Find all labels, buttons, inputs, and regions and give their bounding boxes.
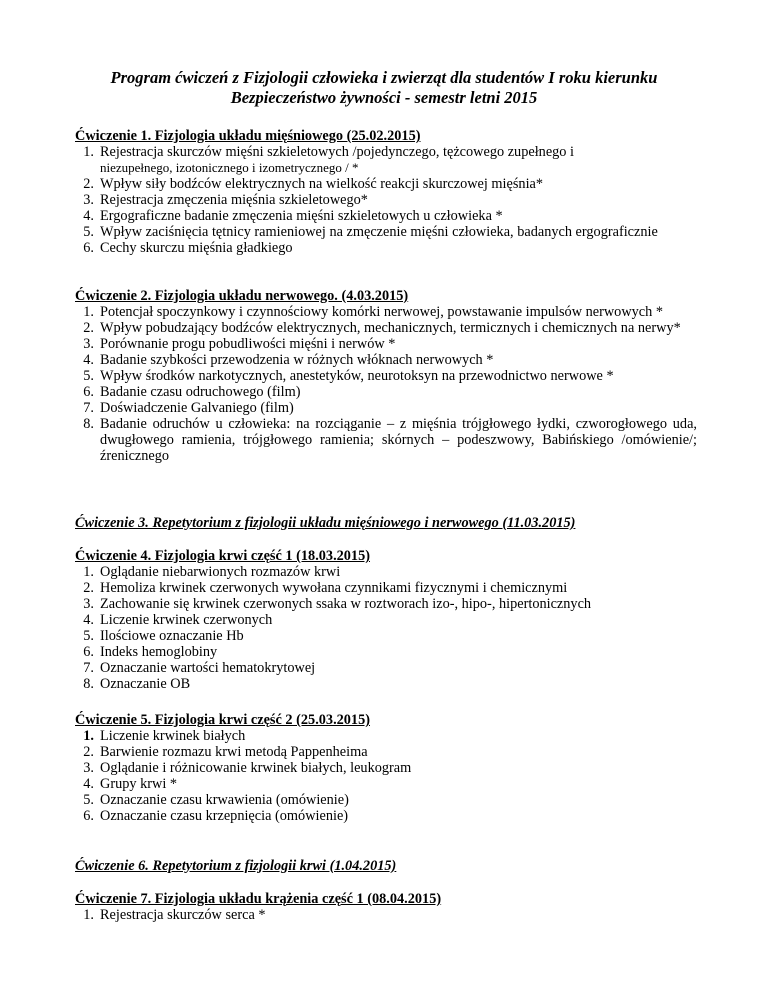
list-item: 2. Barwienie rozmazu krwi metodą Pappenheima — [83, 744, 368, 760]
exercise-list — [75, 304, 697, 464]
list-item: 5. Wpływ środków narkotycznych, anestetyków, neurotoksyn na przewodnictwo nerwowe * — [83, 368, 614, 384]
section-heading: Ćwiczenie 2. Fizjologia układu nerwowego. (4.03.2015) — [75, 288, 409, 304]
exercise-list — [75, 144, 697, 256]
list-item: 1. Potencjał spoczynkowy i czynnościowy komórki nerwowej, powstawanie impulsów nerwowych * — [83, 304, 664, 320]
section-heading: Ćwiczenie 5. Fizjologia krwi część 2 (25.03.2015) — [75, 712, 370, 728]
page-title — [60, 68, 708, 108]
list-item: 3. Zachowanie się krwinek czerwonych ssaka w roztworach izo-, hipo-, hipertonicznych — [83, 596, 592, 612]
list-item: 4. Liczenie krwinek czerwonych — [83, 612, 273, 628]
section-heading: Ćwiczenie 6. Repetytorium z fizjologii krwi (1.04.2015) — [75, 858, 397, 874]
list-item: 2. Hemoliza krwinek czerwonych wywołana czynnikami fizycznymi i chemicznymi — [83, 580, 568, 596]
section-exercise-2 — [75, 288, 697, 464]
list-item: 3. Oglądanie i różnicowanie krwinek białych, leukogram — [83, 760, 412, 776]
list-item: 5. Oznaczanie czasu krwawienia (omówienie) — [83, 792, 349, 808]
section-exercise-4 — [75, 548, 697, 692]
section-exercise-3 — [75, 515, 697, 531]
section-heading: Ćwiczenie 1. Fizjologia układu mięśniowego (25.02.2015) — [75, 128, 421, 144]
title-line-1: Program ćwiczeń z Fizjologii człowieka i zwierząt dla studentów I roku kierunku — [110, 68, 658, 87]
list-item: 6. Indeks hemoglobiny — [83, 644, 218, 660]
list-item: 4. Grupy krwi * — [83, 776, 178, 792]
exercise-list — [75, 907, 697, 923]
section-heading: Ćwiczenie 4. Fizjologia krwi część 1 (18.03.2015) — [75, 548, 370, 564]
section-heading: Ćwiczenie 3. Repetytorium z fizjologii układu mięśniowego i nerwowego (11.03.2015) — [75, 515, 576, 531]
exercise-list — [75, 564, 697, 692]
list-item: 6. Badanie czasu odruchowego (film) — [83, 384, 301, 400]
list-item: 1. Rejestracja skurczów mięśni szkieletowych /pojedynczego, tężcowego zupełnego i niezupełnego, izotonicznego i izometrycznego / * — [83, 144, 575, 175]
list-item: 1. Oglądanie niebarwionych rozmazów krwi — [83, 564, 341, 580]
section-exercise-6 — [75, 858, 697, 874]
list-item: 2. Wpływ pobudzający bodźców elektrycznych, mechanicznych, termicznych i chemicznych na nerwy* — [83, 320, 681, 336]
list-item: 8. Oznaczanie OB — [83, 676, 191, 692]
list-item: 7. Oznaczanie wartości hematokrytowej — [83, 660, 316, 676]
list-item: 4. Ergograficzne badanie zmęczenia mięśni szkieletowych u człowieka * — [83, 208, 503, 224]
section-heading: Ćwiczenie 7. Fizjologia układu krążenia część 1 (08.04.2015) — [75, 891, 442, 907]
list-item: 8. Badanie odruchów u człowieka: na rozciąganie – z mięśnia trójgłowego łydki, czworogłowego uda, dwugłowego ramienia, trójgłowego ramienia; skórnych – podeszwowy, Babińskiego /omówienie/; źrenicznego — [83, 416, 697, 464]
list-item: 5. Wpływ zaciśnięcia tętnicy ramieniowej na zmęczenie mięśni człowieka, badanych ergograficznie — [83, 224, 658, 240]
list-item: 6. Oznaczanie czasu krzepnięcia (omówienie) — [83, 808, 349, 824]
list-item: 2. Wpływ siły bodźców elektrycznych na wielkość reakcji skurczowej mięśnia* — [83, 176, 544, 192]
exercise-list — [75, 728, 697, 824]
list-item: 3. Porównanie progu pobudliwości mięśni i nerwów * — [83, 336, 396, 352]
list-item: 4. Badanie szybkości przewodzenia w różnych włóknach nerwowych * — [83, 352, 494, 368]
list-item: 7. Doświadczenie Galvaniego (film) — [83, 400, 294, 416]
section-exercise-1 — [75, 128, 697, 256]
list-item: 1. Liczenie krwinek białych — [83, 728, 246, 744]
section-exercise-5 — [75, 712, 697, 824]
section-exercise-7 — [75, 891, 697, 923]
list-item: 5. Ilościowe oznaczanie Hb — [83, 628, 244, 644]
list-item: 1. Rejestracja skurczów serca * — [83, 907, 266, 923]
title-line-2: Bezpieczeństwo żywności - semestr letni 2015 — [230, 88, 538, 107]
list-item: 6. Cechy skurczu mięśnia gładkiego — [83, 240, 293, 256]
list-item: 3. Rejestracja zmęczenia mięśnia szkieletowego* — [83, 192, 368, 208]
